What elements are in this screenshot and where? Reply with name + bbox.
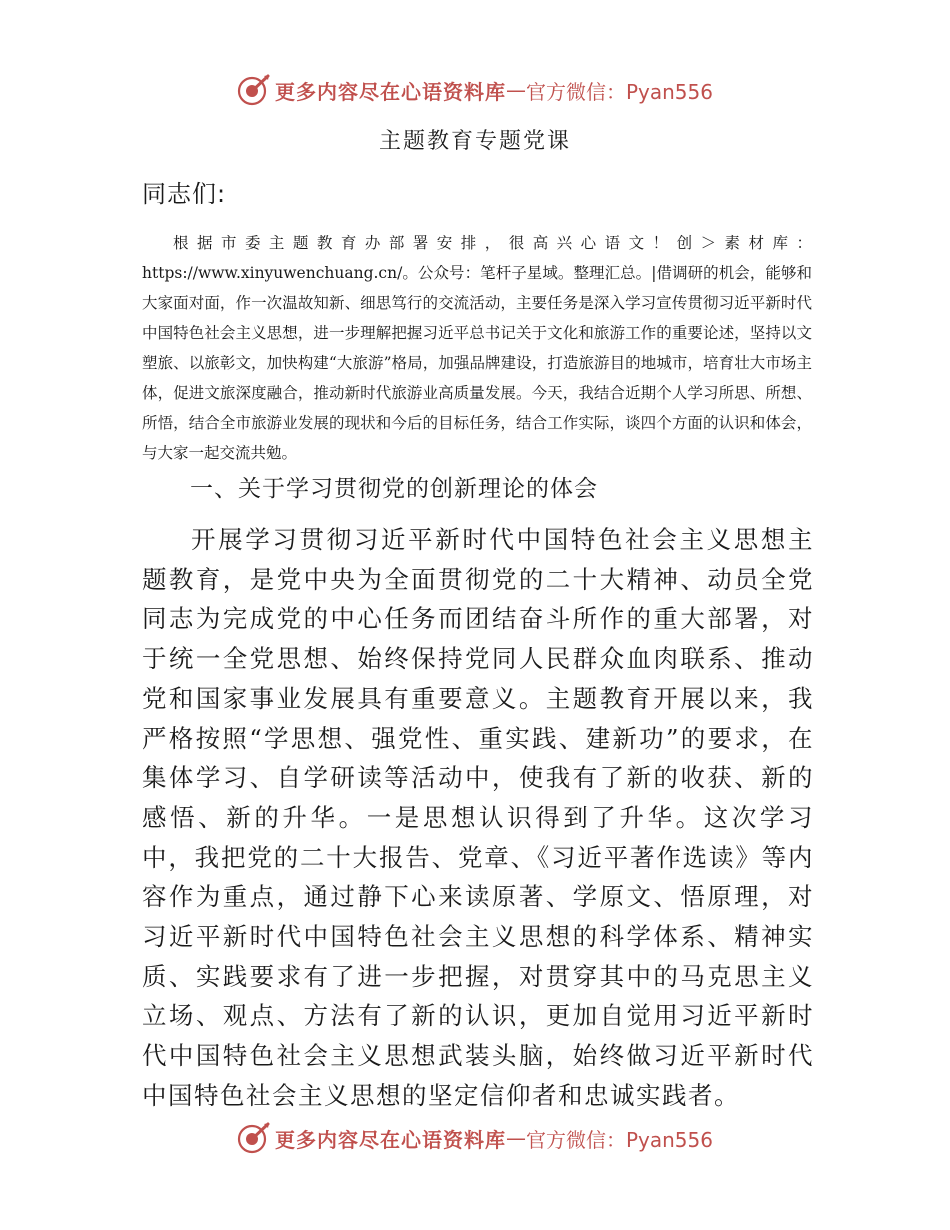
body-paragraph: 开展学习贯彻习近平新时代中国特色社会主义思想主题教育，是党中央为全面贯彻党的二十大精神、动员全党同志为完成党的中心任务而团结奋斗所作的重大部署，对于统一全党思想、始终保持党同人民群众血肉联系、推动党和国家事业发展具有重要意义。主题教育开展以来，我严格按照“学思想、强党性、重实践、建新功”的要求，在集体学习、自学研读等活动中，使我有了新的收获、新的感悟、新的升华。一是思想认识得到了升华。这次学习中，我把党的二十大报告、党章、《习近平著作选读》等内容作为重点，通过静下心来读原著、学原文、悟原理，对习近平新时代中国特色社会主义思想的科学体系、精神实质、实践要求有了进一步把握，对贯穿其中的马克思主义立场、观点、方法有了新的认识，更加自觉用习近平新时代中国特色社会主义思想武装头脑，始终做习近平新时代中国特色社会主义思想的坚定信仰者和忠诚实践者。	[142, 525, 814, 1110]
watermark-dash: —	[505, 78, 526, 102]
pen-logo-icon	[237, 73, 271, 107]
document-title: 主题教育专题党课	[378, 129, 571, 154]
salutation: 同志们:	[142, 180, 227, 208]
watermark-wechat: 官方微信：Pyan556	[525, 79, 713, 104]
footer-watermark	[0, 1118, 950, 1158]
watermark-wechat: 官方微信：Pyan556	[525, 1127, 713, 1152]
pen-logo-icon	[237, 1121, 271, 1155]
header-watermark	[0, 70, 950, 110]
section-heading: 一、关于学习贯彻党的创新理论的体会	[190, 476, 598, 502]
intro-paragraph: 根据市委主题教育办部署安排，很高兴心语文！创＞素材库：https://www.xinyuwenchuang.cn/。公众号：笔杆子星域。整理汇总。|借调研的机会，能够和大家面对面，作一次温故知新、细思笃行的交流活动，主要任务是深入学习宣传贯彻习近平新时代中国特色社会主义思想，进一步理解把握习近平总书记关于文化和旅游工作的重要论述，坚持以文塑旅、以旅彰文，加快构建“大旅游”格局，加强品牌建设，打造旅游目的地城市，培育壮大市场主体，促进文旅深度融合，推动新时代旅游业高质量发展。今天，我结合近期个人学习所思、所想、所悟，结合全市旅游业发展的现状和今后的目标任务，结合工作实际，谈四个方面的认识和体会，与大家一起交流共勉。	[142, 234, 812, 462]
watermark-text: 更多内容尽在心语资料库	[274, 79, 506, 104]
watermark-dash: —	[505, 1126, 526, 1150]
watermark-text: 更多内容尽在心语资料库	[274, 1127, 506, 1152]
